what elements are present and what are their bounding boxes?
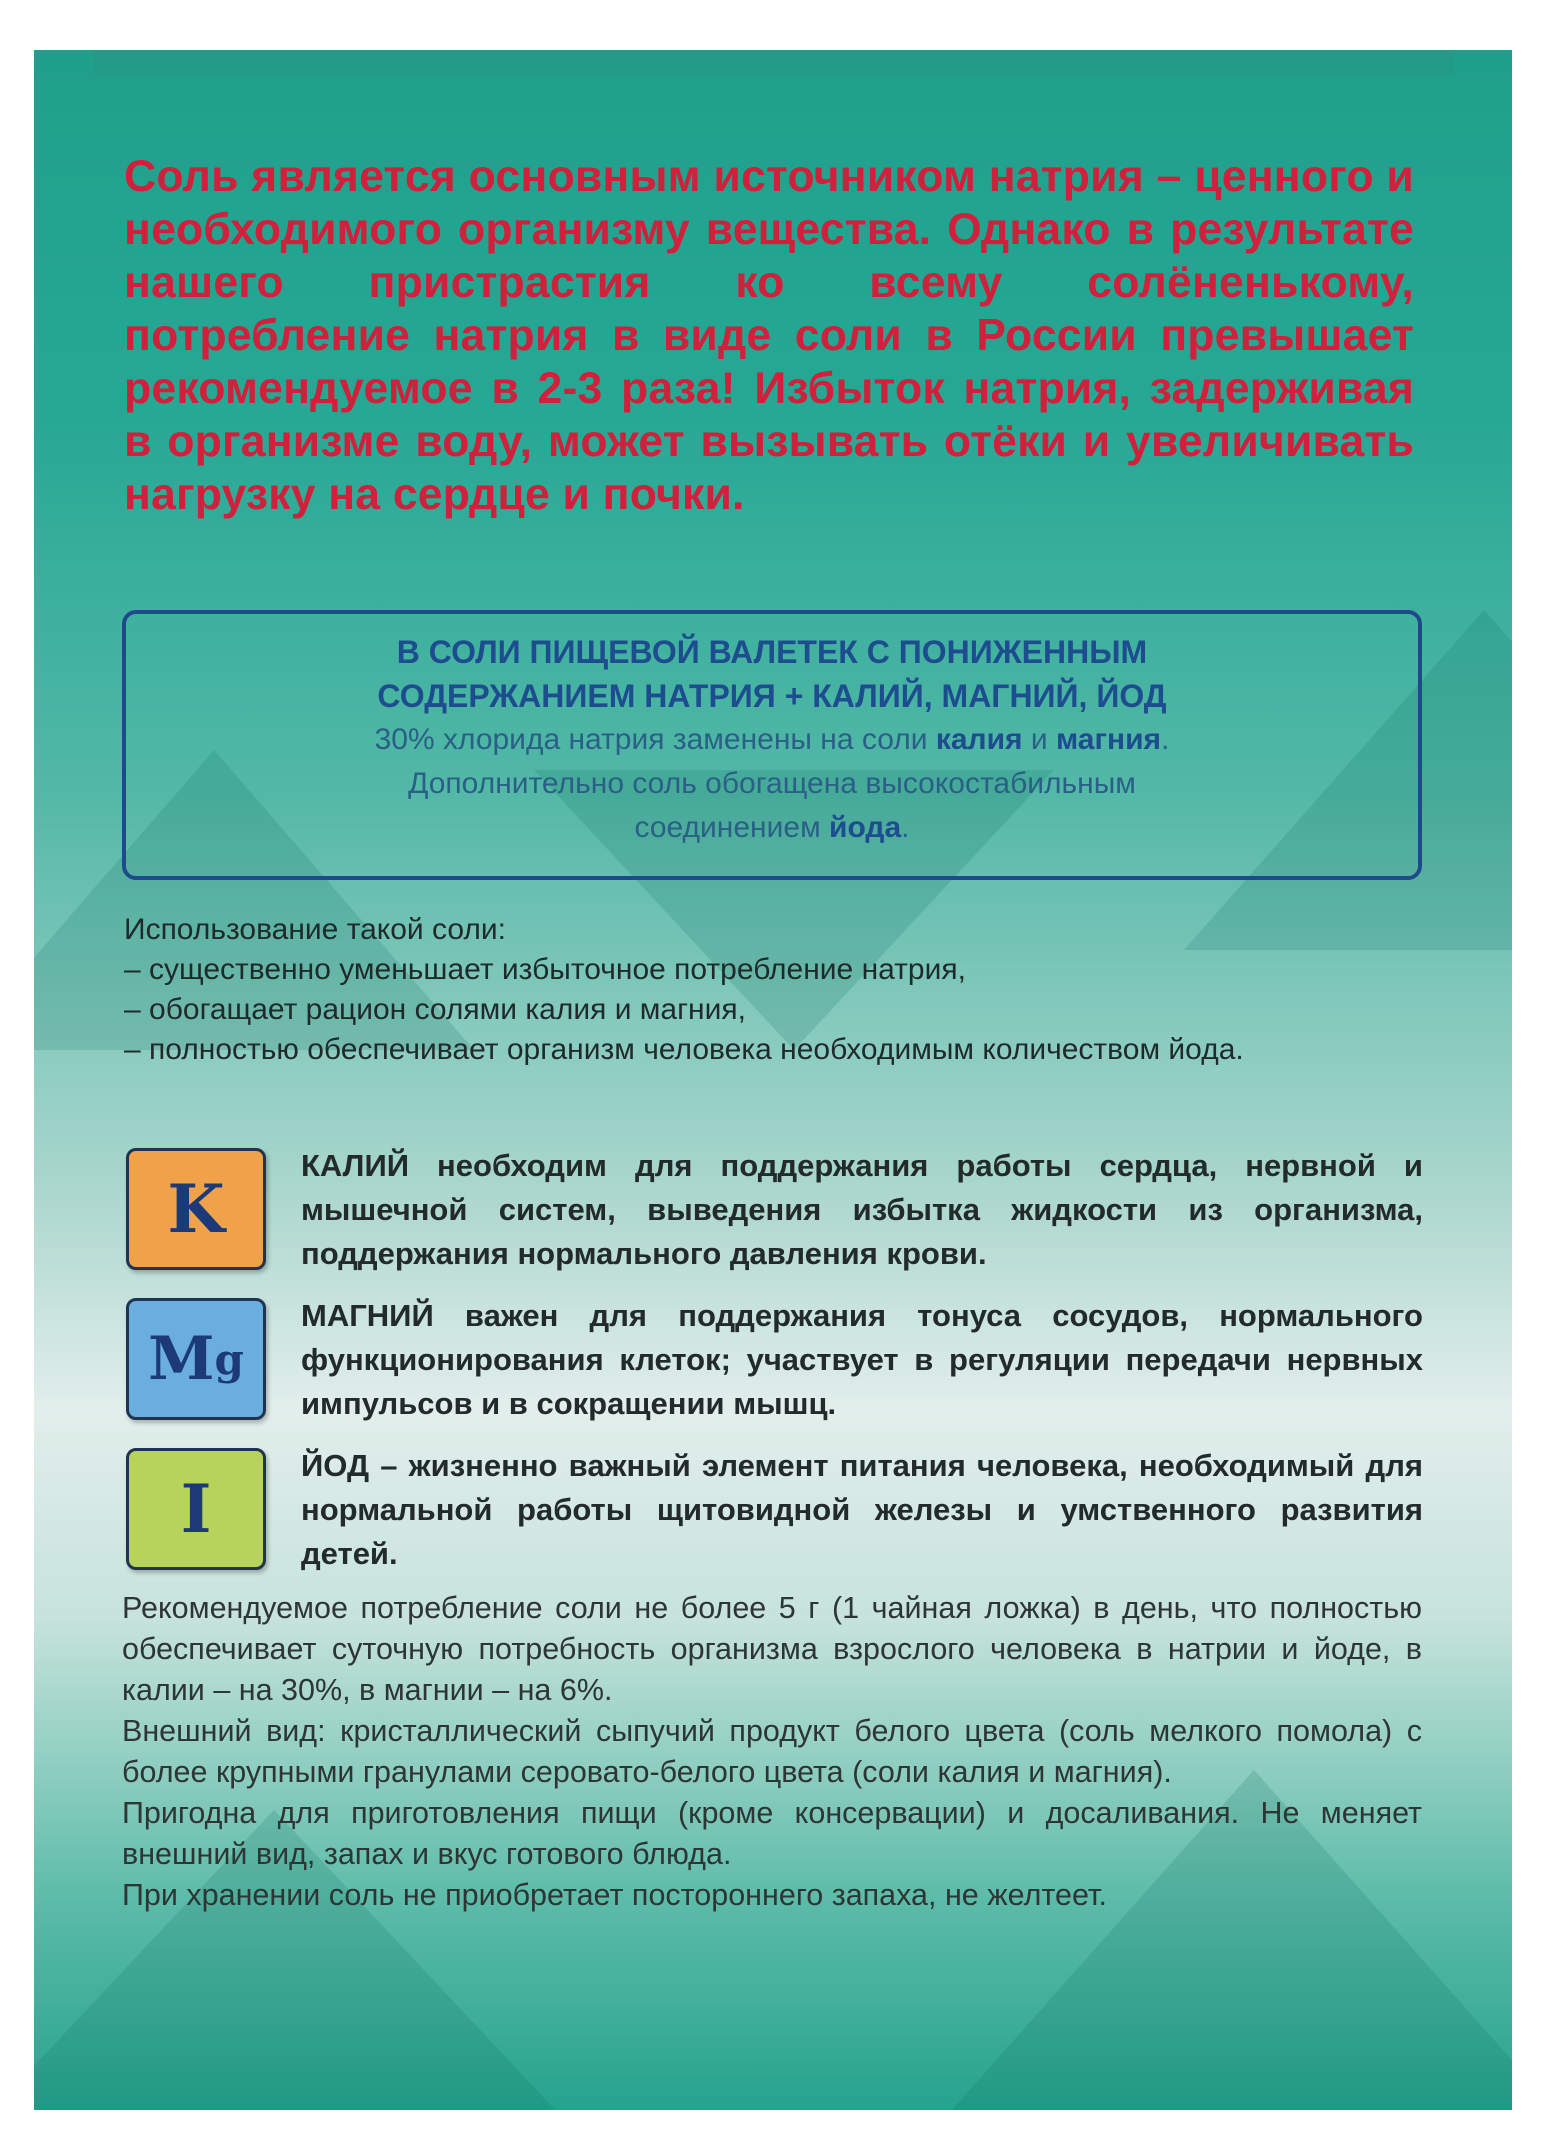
info-text: . — [1161, 723, 1170, 756]
element-description: ЙОД – жизненно важный элемент питания человека, необходимый для нормальной работы щитовидной железы и умственного развития детей. — [301, 1448, 1423, 1571]
storage-paragraph: При хранении соль не приобретает постороннего запаха, не желтеет. — [122, 1878, 1107, 1912]
info-box-line — [126, 806, 1418, 850]
highlight-magnium: магния — [1056, 723, 1162, 756]
highlight-iod: йода — [829, 811, 902, 844]
usage-item: – обогащает рацион солями калия и магния, — [124, 993, 746, 1026]
info-box-text — [126, 718, 1418, 850]
info-box-title-line: СОДЕРЖАНИЕМ НАТРИЯ + КАЛИЙ, МАГНИЙ, ЙОД — [377, 678, 1167, 714]
usage-heading: Использование такой соли: — [124, 913, 506, 946]
info-text: соединением — [634, 811, 830, 844]
potassium-badge-icon — [126, 1148, 266, 1270]
info-box-line — [126, 718, 1418, 762]
badge-symbol: I — [180, 1470, 212, 1548]
product-details — [122, 1588, 1422, 1916]
package-top-flap — [94, 50, 1454, 76]
magnesium-badge-icon — [126, 1298, 266, 1420]
info-box — [122, 610, 1422, 880]
recommendation-paragraph: Рекомендуемое потребление соли не более 5 г (1 чайная ложка) в день, что полностью обеспечивает суточную потребность организма взрослого человека в натрии и йоде, в калии – на 30%, в магнии – на 6%. — [122, 1591, 1422, 1707]
badge-symbol: K — [167, 1170, 225, 1248]
info-text: . — [901, 811, 910, 844]
usage-item: – полностью обеспечивает организм человека необходимым количеством йода. — [124, 1033, 1244, 1066]
element-description: КАЛИЙ необходим для поддержания работы сердца, нервной и мышечной систем, выведения избытка жидкости из организма, поддержания нормального давления крови. — [301, 1148, 1423, 1271]
usage-item: – существенно уменьшает избыточное потребление натрия, — [124, 953, 966, 986]
package-back-panel — [34, 50, 1512, 2110]
usage-paragraph: Пригодна для приготовления пищи (кроме консервации) и досаливания. Не меняет внешний вид, запах и вкус готового блюда. — [122, 1796, 1422, 1871]
iodine-badge-icon — [126, 1448, 266, 1570]
info-box-title — [126, 630, 1418, 718]
appearance-paragraph: Внешний вид: кристаллический сыпучий продукт белого цвета (соль мелкого помола) с более крупными гранулами серовато-белого цвета (соли калия и магния). — [122, 1714, 1422, 1789]
intro-paragraph: Соль является основным источником натрия – ценного и необходимого организму вещества. Однако в результате нашего пристрастия ко всему солёненькому, потребление натрия в виде соли в России превышает рекомендуемое в 2-3 раза! Избыток натрия, задерживая в организме воду, может вызывать отёки и увеличивать нагрузку на сердце и почки. — [124, 152, 1414, 519]
highlight-kalium: калия — [935, 723, 1023, 756]
usage-list — [124, 910, 1424, 1070]
badge-symbol: M — [148, 1324, 215, 1394]
info-box-title-line: В СОЛИ ПИЩЕВОЙ ВАЛЕТЕК С ПОНИЖЕННЫМ — [396, 634, 1148, 670]
element-description: МАГНИЙ важен для поддержания тонуса сосудов, нормального функционирования клеток; участвует в регуляции передачи нервных импульсов и в сокращении мышц. — [301, 1298, 1423, 1421]
info-box-line: Дополнительно соль обогащена высокостабильным — [408, 767, 1136, 800]
info-text: и — [1022, 723, 1056, 756]
info-text: 30% хлорида натрия заменены на соли — [374, 723, 936, 756]
badge-symbol-sub: g — [214, 1334, 244, 1384]
